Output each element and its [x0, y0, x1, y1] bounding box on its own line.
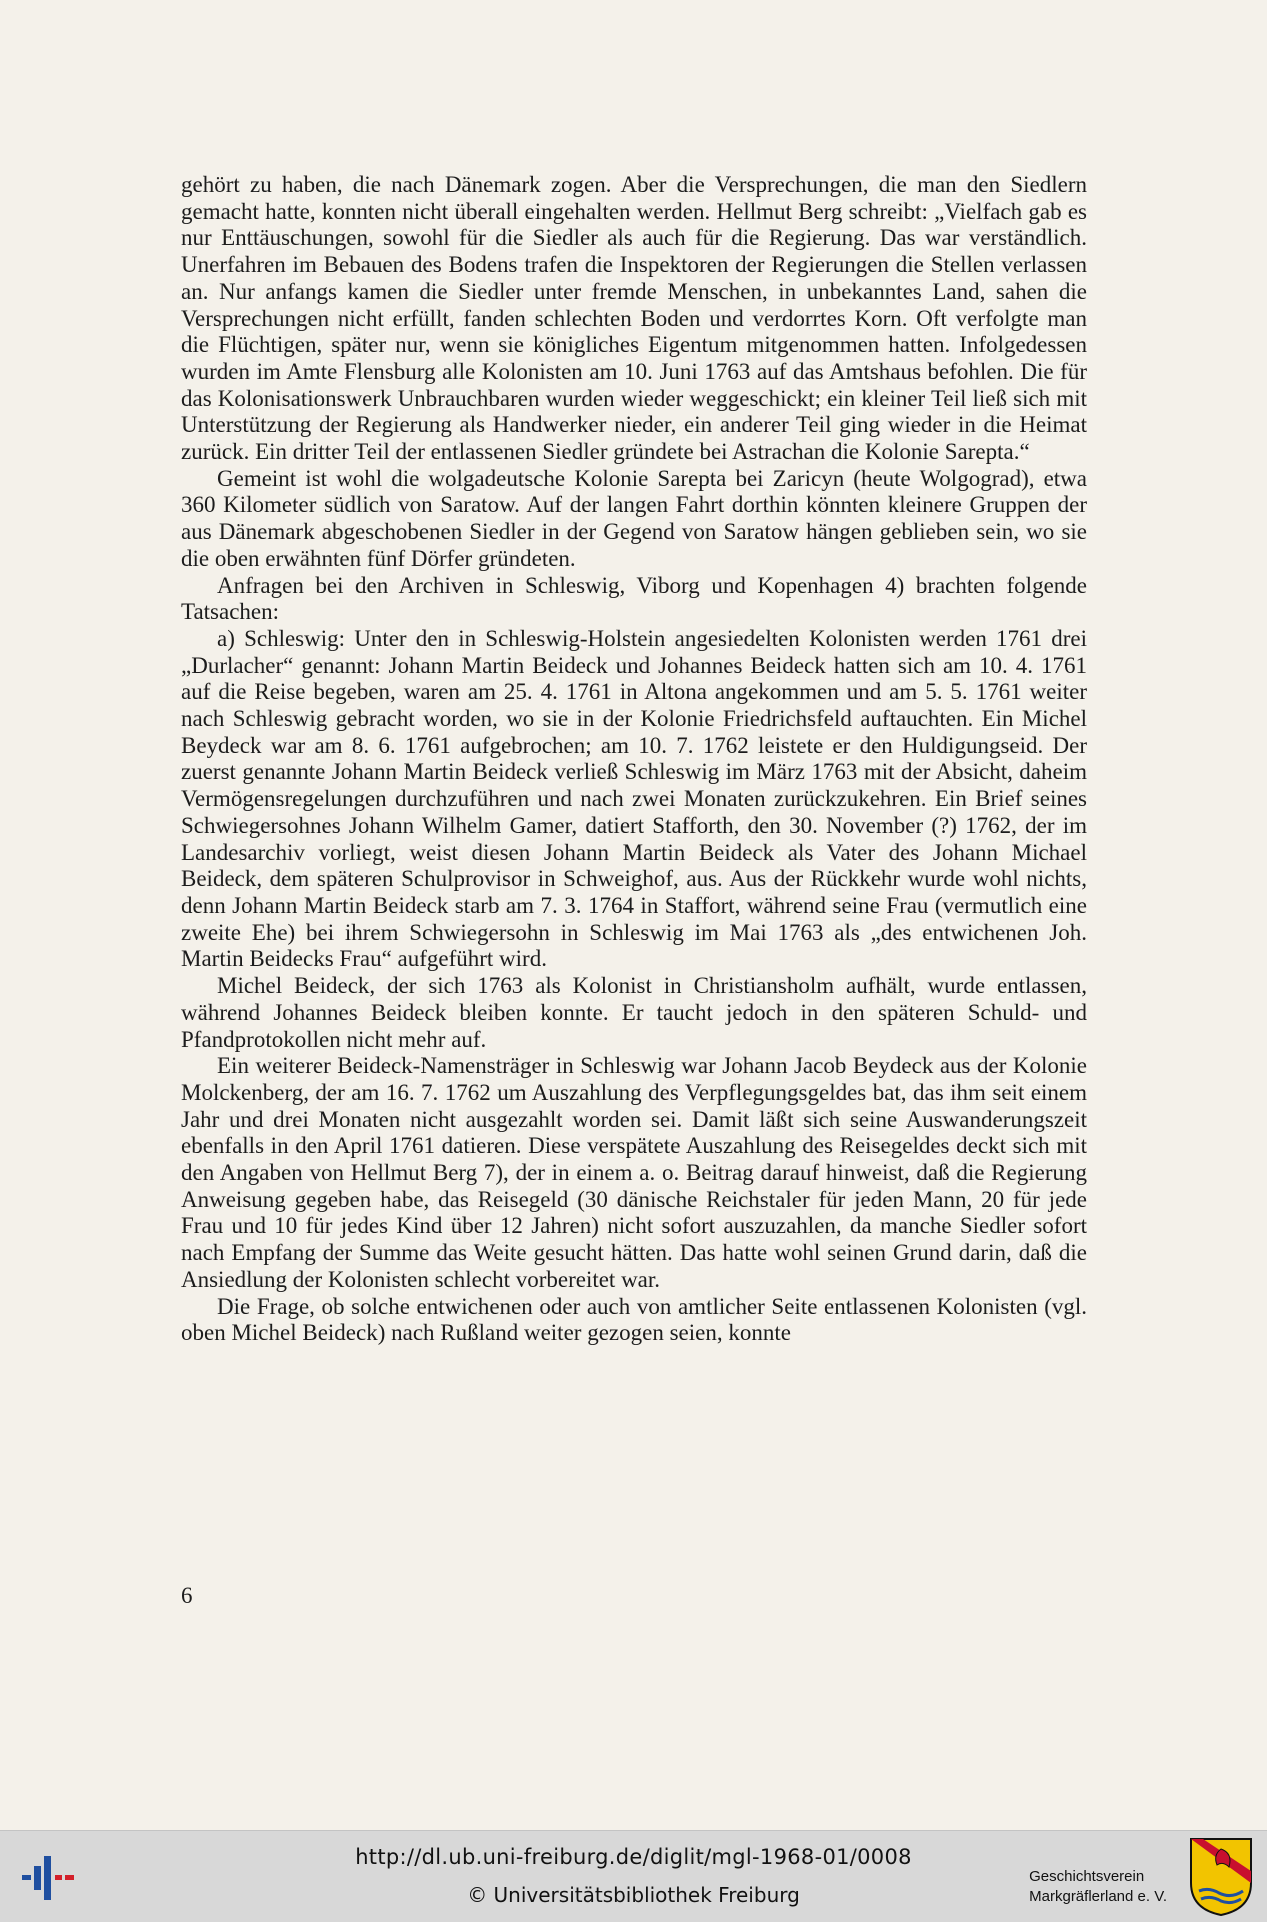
body-text: [181, 172, 1087, 1347]
page-number: 6: [181, 1583, 193, 1608]
society-name: [1029, 1867, 1167, 1907]
coat-of-arms-icon: [1189, 1837, 1253, 1917]
paragraph-3: Anfragen bei den Archiven in Schleswig, Viborg und Kopenhagen 4) brachten folgende Tatsachen:: [181, 572, 1087, 625]
paragraph-6: Ein weiterer Beideck-Namensträger in Schleswig war Johann Jacob Beydeck aus der Kolonie Molckenberg, der am 16. 7. 1762 um Auszahlung des Verpflegungsgeldes bat, das ihm seit einem Jahr und drei Monaten nicht ausgezahlt worden sei. Damit läßt sich seine Auswanderungszeit ebenfalls in den April 1761 datieren. Diese verspätete Auszahlung des Reisegeldes deckt sich mit den Angaben von Hellmut Berg 7), der in einem a. o. Beitrag darauf hinweist, daß die Regierung Anweisung gegeben habe, das Reisegeld (30 dänische Reichstaler für jeden Mann, 20 für jede Frau und 10 für jedes Kind über 12 Jahren) nicht sofort auszuzahlen, da manche Siedler sofort nach Empfang der Summe das Weite gesucht hätten. Das hatte wohl seinen Grund darin, daß die Ansiedlung der Kolonisten schlecht vorbereitet war.: [181, 1053, 1087, 1292]
paragraph-1: gehört zu haben, die nach Dänemark zogen. Aber die Versprechungen, die man den Siedlern gemacht hatte, konnten nicht überall eingehalten werden. Hellmut Berg schreibt: „Vielfach gab es nur Enttäuschungen, sowohl für die Siedler als auch für die Regierung. Das war verständlich. Unerfahren im Bebauen des Bodens trafen die Inspektoren der Regierungen die Stellen verlassen an. Nur anfangs kamen die Siedler unter fremde Menschen, in unbekanntes Land, sahen die Versprechungen nicht erfüllt, fanden schlechten Boden und verdorrtes Korn. Oft verfolgte man die Flüchtigen, später nur, wenn sie königliches Eigentum mitgenommen hatten. Infolgedessen wurden im Amte Flensburg alle Kolonisten am 10. Juni 1763 auf das Amtshaus befohlen. Die für das Kolonisationswerk Unbrauchbaren wurden wieder weggeschickt; ein kleiner Teil ließ sich mit Unterstützung der Regierung als Handwerker nieder, ein anderer Teil ging wieder in die Heimat zurück. Ein dritter Teil der entlassenen Siedler gründete bei Astrachan die Kolonie Sarepta.“: [181, 172, 1087, 465]
document-url-link[interactable]: http://dl.ub.uni-freiburg.de/diglit/mgl-1968-01/0008: [355, 1845, 912, 1869]
paragraph-2: Gemeint ist wohl die wolgadeutsche Kolonie Sarepta bei Zaricyn (heute Wolgograd), etwa 360 Kilometer südlich von Saratow. Auf der langen Fahrt dorthin könnten kleinere Gruppen der aus Dänemark abgeschobenen Siedler in der Gegend von Saratow hängen geblieben sein, wo sie die oben erwähnten fünf Dörfer gründeten.: [181, 465, 1087, 571]
society-line-2: Markgräflerland e. V.: [1029, 1888, 1167, 1905]
viewer-footer: [0, 1830, 1267, 1922]
paragraph-4: a) Schleswig: Unter den in Schleswig-Holstein angesiedelten Kolonisten werden 1761 drei „Durlacher“ genannt: Johann Martin Beideck und Johannes Beideck hatten sich am 10. 4. 1761 auf die Reise begeben, waren am 25. 4. 1761 in Altona angekommen und am 5. 5. 1761 weiter nach Schleswig gebracht worden, wo sie in der Kolonie Friedrichsfeld auftauchten. Ein Michel Beydeck war am 8. 6. 1761 aufgebrochen; am 10. 7. 1762 leistete er den Huldigungseid. Der zuerst genannte Johann Martin Beideck verließ Schleswig im März 1763 mit der Absicht, daheim Vermögensregelungen durchzuführen und nach zwei Monaten zurückzukehren. Ein Brief seines Schwiegersohnes Johann Wilhelm Gamer, datiert Stafforth, den 30. November (?) 1762, der im Landesarchiv vorliegt, weist diesen Johann Martin Beideck als Vater des Johann Michael Beideck, dem späteren Schulprovisor in Schweighof, aus. Aus der Rückkehr wurde wohl nichts, denn Johann Martin Beideck starb am 7. 3. 1764 in Staffort, während seine Frau (vermutlich eine zweite Ehe) bei ihrem Schwiegersohn in Schleswig im Mai 1763 als „des entwichenen Joh. Martin Beidecks Frau“ aufgeführt wird.: [181, 625, 1087, 972]
copyright-notice: © Universitätsbibliothek Freiburg: [467, 1883, 800, 1907]
paragraph-5: Michel Beideck, der sich 1763 als Kolonist in Christiansholm aufhält, wurde entlassen, während Johannes Beideck bleiben konnte. Er taucht jedoch in den späteren Schuld- und Pfandprotokollen nicht mehr auf.: [181, 973, 1087, 1052]
society-line-1: Geschichtsverein: [1029, 1868, 1145, 1885]
paragraph-7: Die Frage, ob solche entwichenen oder auch von amtlicher Seite entlassenen Kolonisten (vgl. oben Michel Beideck) nach Rußland weiter gezogen seien, konnte: [181, 1293, 1087, 1346]
